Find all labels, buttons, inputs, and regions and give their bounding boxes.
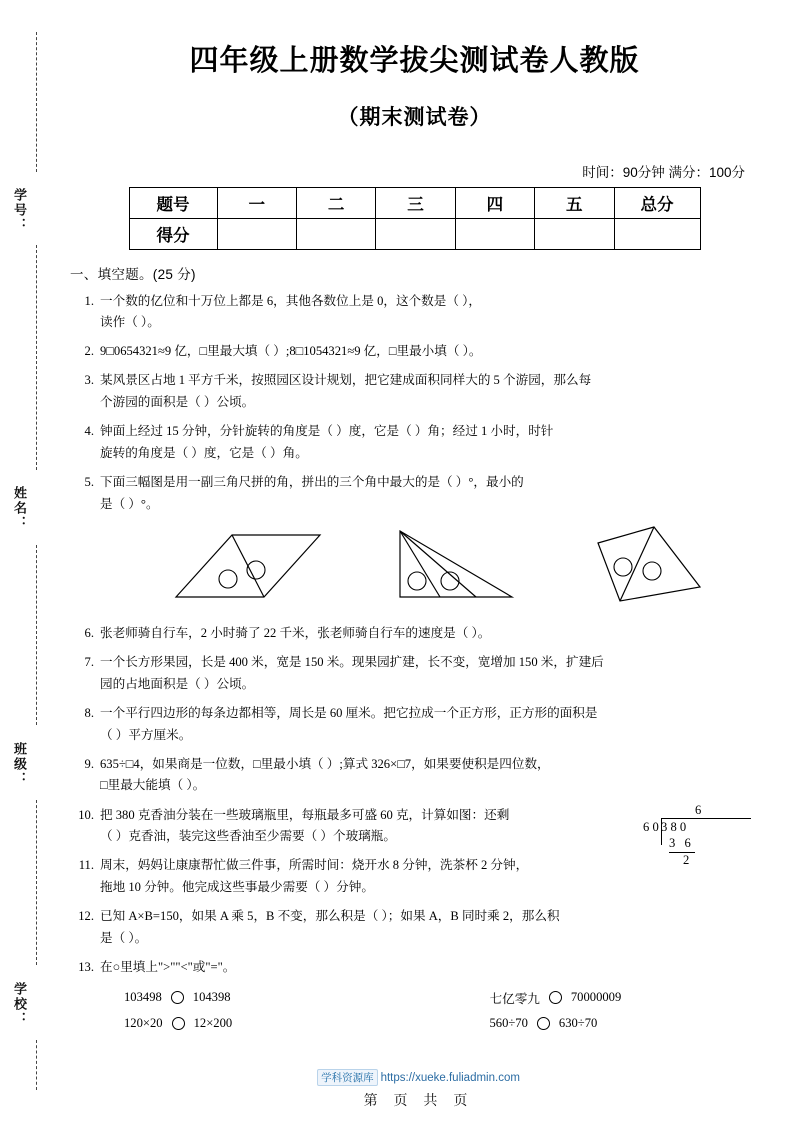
question-text-line: 已知 A×B=150，如果 A 乘 5，B 不变，那么积是（ ）；如果 A，B 同时乘 2，那么积 [100,909,560,924]
question-text-line: 周末，妈妈让康康帮忙做三件事，所需时间：烧开水 8 分钟，洗茶杯 2 分钟， [100,858,529,873]
table-row [129,219,700,250]
question-number: 5. [84,475,94,490]
margin-label-name: 姓名： [12,486,27,531]
question-number: 6. [84,625,94,640]
page-footer: 第 页 共 页 [363,1092,474,1108]
compare-left-value: 103498 [124,989,162,1004]
division-divisor: 6 0 [643,820,659,835]
score-cell[interactable] [296,219,375,250]
question-text-line: 一个长方形果园，长是 400 米，宽是 150 米。现果园扩建，长不变，宽增加 150 米，扩建后 [100,655,604,670]
question-number: 4. [84,424,94,439]
compare-pair [100,1016,430,1031]
question-number: 9. [84,756,94,771]
question-text-line: 一个数的亿位和十万位上都是 6，其他各数位上是 0，这个数是（ ）， [100,293,481,308]
compare-left-value: 120×20 [124,1015,163,1030]
list-item [70,652,759,695]
margin-dashed-line [36,800,37,965]
score-cell[interactable] [614,219,700,250]
list-item [70,754,759,797]
compare-left-value: 560÷70 [489,1015,528,1030]
list-item [70,421,759,464]
question-text-line: 把 380 克香油分装在一些玻璃瓶里，每瓶最多可盛 60 克，计算如图：还剩 [100,807,510,822]
question-text-line: 下面三幅图是用一副三角尺拼的角，拼出的三个角中最大的是（ ）°，最小的 [100,475,524,490]
compare-pair [100,988,430,1007]
question-number: 10. [78,807,94,822]
question-text-line: 一个平行四边形的每条边都相等，周长是 60 厘米。把它拉成一个正方形，正方形的面积是 [100,705,598,720]
score-table-header-cell: 二 [296,188,375,219]
question-text-line: 个游园的面积是（ ）公顷。 [100,395,255,410]
set-square-figure-1 [170,523,330,613]
list-item [70,957,759,979]
margin-label-class: 班级： [12,742,27,787]
score-table-row-label: 得分 [129,219,217,250]
compare-right-value: 104398 [192,989,231,1004]
score-table-header-cell: 题号 [129,188,217,219]
margin-dashed-line [36,1040,37,1090]
score-cell[interactable] [217,219,296,250]
division-subtrahend: 3 6 [669,835,694,850]
list-item [70,703,759,746]
question-text-line: 是（ ）。 [100,930,148,945]
list-item [70,623,759,645]
exam-meta: 时间：90分钟 满分：100分 [582,165,745,180]
division-quotient: 6 [695,802,705,817]
compare-left-value: 七亿零九 [489,991,540,1006]
question-number: 3. [84,373,94,388]
set-square-figure-3 [580,523,730,613]
list-item [70,906,759,949]
page-title: 四年级上册数学拔尖测试卷人教版 [189,45,640,77]
question-text-line: （ ）平方厘米。 [100,727,192,742]
question-text-line: 园的占地面积是（ ）公顷。 [100,676,255,691]
list-item [70,472,759,615]
compare-right-value: 70000009 [570,989,622,1004]
source-watermark [44,1069,793,1086]
source-tag: 学科资源库 [317,1069,378,1086]
question-text-line: 读作（ ）。 [100,315,160,330]
question-list [70,291,759,979]
score-table-header-cell: 总分 [614,188,700,219]
question-text-line: 旋转的角度是（ ）度，它是（ ）角。 [100,445,308,460]
page-subtitle: （期末测试卷） [337,106,492,129]
triangle-figures-row [100,523,759,615]
division-bar-icon [661,819,662,845]
compare-pair [430,1016,760,1031]
question-number: 7. [84,655,94,670]
compare-pair [430,988,760,1007]
score-table-header-cell: 四 [455,188,534,219]
question-text-line: 钟面上经过 15 分钟，分针旋转的角度是（ ）度，它是（ ）角；经过 1 小时，时针 [100,424,554,439]
margin-dashed-line [36,245,37,470]
compare-circle-input[interactable] [549,991,562,1004]
margin-label-school: 学校： [12,982,27,1027]
question-number: 13. [78,959,94,974]
score-table [129,187,701,250]
list-item [70,370,759,413]
question-number: 8. [84,705,94,720]
compare-row [100,988,759,1007]
score-table-header-cell: 三 [376,188,455,219]
question-text-line: 拖地 10 分钟。他完成这些事最少需要（ ）分钟。 [100,879,374,894]
question-text-line: 9□0654321≈9 亿，□里最大填（ ）;8□1054321≈9 亿，□里最小填（ ）。 [100,344,482,359]
compare-right-value: 12×200 [193,1015,233,1030]
section-heading: 一、填空题。(25 分) [70,267,196,282]
question-number: 11. [78,858,94,873]
source-url: https://xueke.fuliadmin.com [380,1072,520,1084]
score-table-header-cell: 一 [217,188,296,219]
score-cell[interactable] [535,219,614,250]
score-table-header-cell: 五 [535,188,614,219]
margin-label-student-id: 学号： [12,188,27,233]
table-row [129,188,700,219]
compare-circle-input[interactable] [172,1017,185,1030]
question-text-line: □里最大能填（ ）。 [100,778,206,793]
question-text-line: 在○里填上">""<"或"="。 [100,959,236,974]
question-text-line: 是（ ）°。 [100,496,159,511]
division-dividend: 3 8 0 [661,820,687,835]
question-text-line: 张老师骑自行车，2 小时骑了 22 千米，张老师骑自行车的速度是（ ）。 [100,625,491,640]
left-margin-rail [0,0,44,1122]
exam-page [44,0,793,1122]
question-number: 1. [84,293,94,308]
compare-circle-input[interactable] [537,1017,550,1030]
margin-dashed-line [36,32,37,172]
compare-row [100,1016,759,1031]
question-number: 12. [78,909,94,924]
question-text-line: （ ）克香油，装完这些香油至少需要（ ）个玻璃瓶。 [100,829,396,844]
margin-dashed-line [36,545,37,725]
compare-circle-input[interactable] [171,991,184,1004]
question-text-line: 635÷□4，如果商是一位数，□里最小填（ ）;算式 326×□7，如果要使积是四位数， [100,756,550,771]
question-number: 2. [84,344,94,359]
compare-right-value: 630÷70 [558,1015,598,1030]
question-text-line: 某风景区占地 1 平方千米，按照园区设计规划，把它建成面积同样大的 5 个游园，那么每 [100,373,592,388]
set-square-figure-2 [380,523,530,613]
list-item [70,291,759,334]
score-cell[interactable] [455,219,534,250]
score-cell[interactable] [376,219,455,250]
division-remainder: 2 [683,852,693,867]
list-item [70,341,759,363]
compare-section [70,988,759,1031]
list-item [70,852,759,898]
